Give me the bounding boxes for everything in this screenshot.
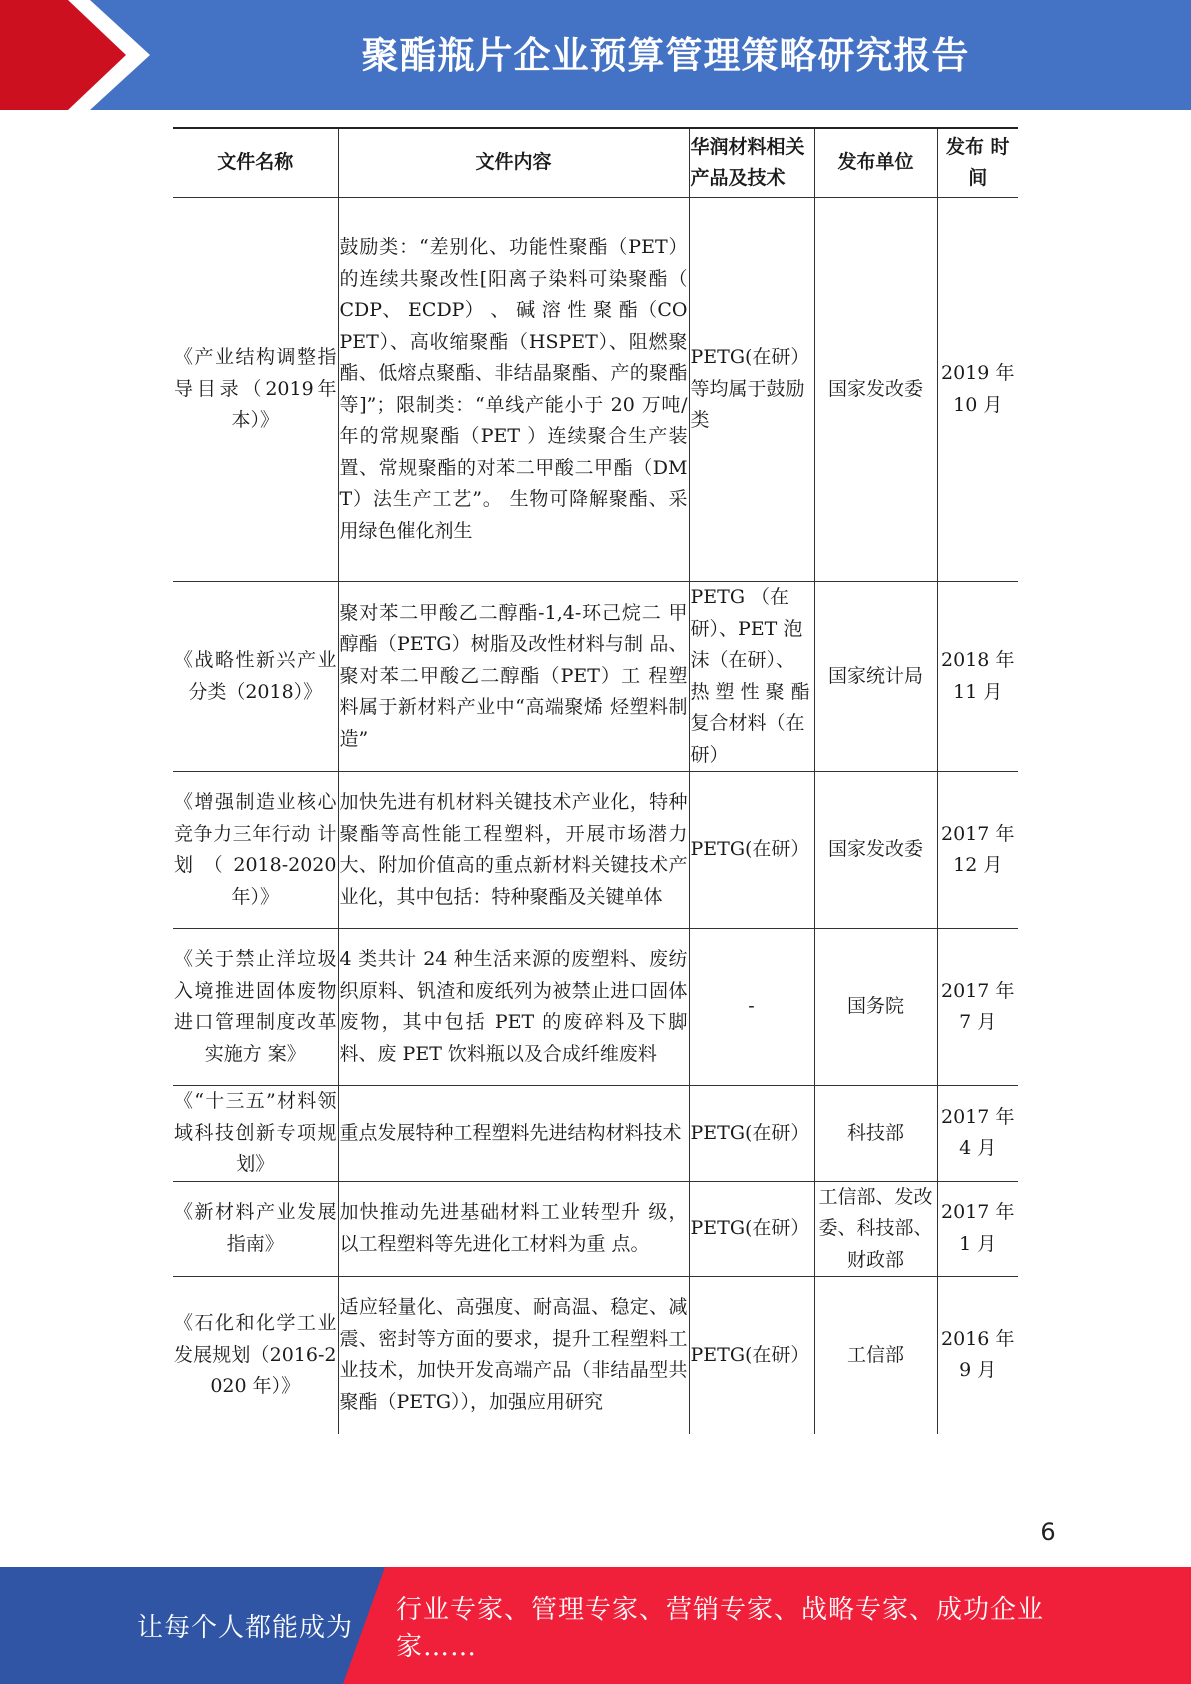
header-publisher: 发布单位	[814, 128, 937, 198]
table-row	[173, 1181, 1018, 1277]
file-content-cell: 重点发展特种工程塑料先进结构材料技术	[338, 1086, 689, 1182]
table-row	[173, 929, 1018, 1086]
file-name-cell: 《增强制造业核心竞争力三年行动 计 划（2018-2020 年）》	[173, 772, 338, 929]
products-cell: -	[689, 929, 814, 1086]
publisher-cell: 国家发改委	[814, 198, 937, 582]
date-cell: 2017 年 12 月	[937, 772, 1018, 929]
file-name-cell: 《关于禁止洋垃圾入境推进固体废物进口管理制度改革实施方 案》	[173, 929, 338, 1086]
publisher-cell: 工信部、发改委、科技部、财政部	[814, 1181, 937, 1277]
policy-table	[173, 127, 1018, 1434]
products-cell: PETG(在研）	[689, 1086, 814, 1182]
date-cell: 2018 年 11 月	[937, 582, 1018, 772]
file-name-cell: 《新材料产业发展指南》	[173, 1181, 338, 1277]
header-file-name: 文件名称	[173, 128, 338, 198]
date-cell: 2017 年 1 月	[937, 1181, 1018, 1277]
publisher-cell: 国家发改委	[814, 772, 937, 929]
file-name-cell: 《战略性新兴产业分类（2018）》	[173, 582, 338, 772]
table-header-row	[173, 128, 1018, 198]
table-row	[173, 772, 1018, 929]
header-products: 华润材料相关产品及技术	[689, 128, 814, 198]
header-banner	[0, 0, 1191, 110]
table-row	[173, 198, 1018, 582]
header-file-content: 文件内容	[338, 128, 689, 198]
table-row	[173, 1277, 1018, 1434]
date-cell: 2016 年 9 月	[937, 1277, 1018, 1434]
products-cell: PETG(在研）	[689, 1181, 814, 1277]
products-cell: PETG （在研）、PET 泡沫（在研）、热 塑 性 聚 酯 复合材料（在研）	[689, 582, 814, 772]
report-title: 聚酯瓶片企业预算管理策略研究报告	[361, 34, 970, 77]
date-cell: 2017 年 4 月	[937, 1086, 1018, 1182]
publisher-cell: 国家统计局	[814, 582, 937, 772]
publisher-cell: 工信部	[814, 1277, 937, 1434]
products-cell: PETG(在研）	[689, 1277, 814, 1434]
file-content-cell: 加快先进有机材料关键技术产业化，特种聚酯等高性能工程塑料，开展市场潜力大、附加价值高的重点新材料关键技术产业化，其中包括：特种聚酯及关键单体	[338, 772, 689, 929]
page-number: 6	[1040, 1518, 1056, 1546]
products-cell: PETG(在研）等均属于鼓励类	[689, 198, 814, 582]
footer-slogan-left: 让每个人都能成为	[136, 1613, 353, 1643]
file-name-cell: 《“十三五”材料领域科技创新专项规划》	[173, 1086, 338, 1182]
file-content-cell: 加快推动先进基础材料工业转型升 级，以工程塑料等先进化工材料为重 点。	[338, 1181, 689, 1277]
publisher-cell: 科技部	[814, 1086, 937, 1182]
header-date: 发布 时间	[937, 128, 1018, 198]
file-content-cell: 适应轻量化、高强度、耐高温、稳定、减震、密封等方面的要求，提升工程塑料工业技术，加快开发高端产品（非结晶型共聚酯（PETG）），加强应用研究	[338, 1277, 689, 1434]
file-content-cell: 鼓励类：“差别化、功能性聚酯（PET） 的连续共聚改性[阳离子染料可染聚酯（ CDP、 ECDP） 、 碱 溶 性 聚 酯（COPET）、高收缩聚酯（HSPET）、阻燃聚酯、低熔点聚酯、非结晶聚酯、产的聚酯等]”；限制类：“单线产能小于 20 万吨/年的常规聚酯（PET ）连续聚合生产装置、常规聚酯的对苯二甲酸二甲酯（DMT）法生产工艺”。 生物可降解聚酯、采用绿色催化剂生	[338, 198, 689, 582]
file-name-cell: 《石化和化学工业发展规划（2016-2020 年）》	[173, 1277, 338, 1434]
footer-banner	[0, 1567, 1191, 1684]
table-row	[173, 582, 1018, 772]
publisher-cell: 国务院	[814, 929, 937, 1086]
products-cell: PETG(在研）	[689, 772, 814, 929]
table-row	[173, 1086, 1018, 1182]
file-content-cell: 4 类共计 24 种生活来源的废塑料、废纺织原料、钒渣和废纸列为被禁止进口固体废物，其中包括 PET 的废碎料及下脚料、废 PET 饮料瓶以及合成纤维废料	[338, 929, 689, 1086]
file-name-cell: 《产业结构调整指导目录（2019年本）》	[173, 198, 338, 582]
date-cell: 2019 年 10 月	[937, 198, 1018, 582]
date-cell: 2017 年 7 月	[937, 929, 1018, 1086]
file-content-cell: 聚对苯二甲酸乙二醇酯-1,4-环己烷二 甲醇酯（PETG）树脂及改性材料与制 品、聚对苯二甲酸乙二醇酯（PET）工 程塑料属于新材料产业中“高端聚烯 烃塑料制造”	[338, 582, 689, 772]
footer-slogan-right: 行业专家、管理专家、营销专家、战略专家、成功企业家……	[396, 1594, 1045, 1662]
